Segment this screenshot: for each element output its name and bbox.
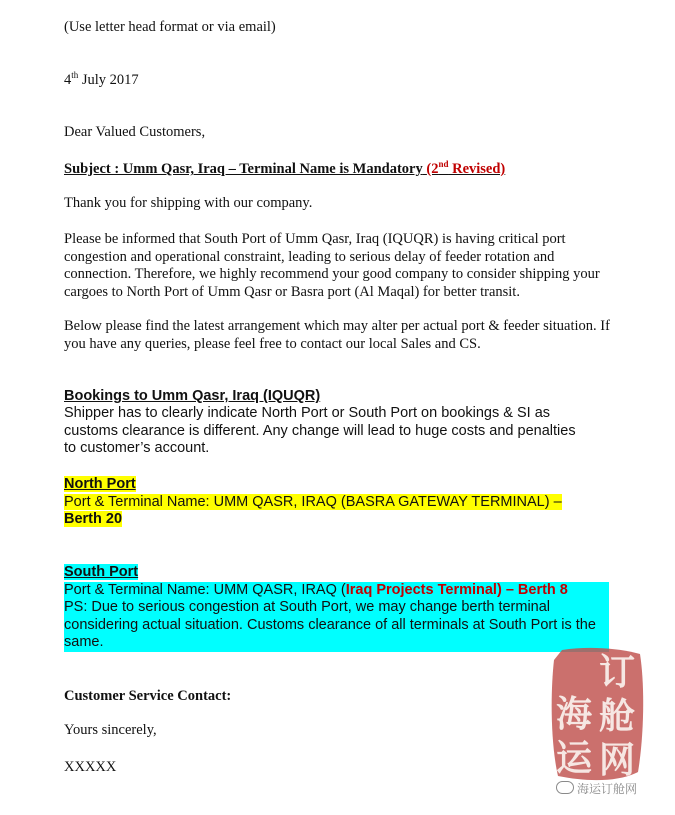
subject-revised: (2nd Revised) <box>426 159 506 177</box>
letterhead-note: (Use letter head format or via email) <box>64 19 276 35</box>
seal-char-2: 舱 <box>599 695 636 737</box>
date-day: 4 <box>64 72 72 88</box>
south-port-berth: Iraq Projects Terminal) – Berth 8 <box>345 581 568 598</box>
seal-char-5: 运 <box>556 737 593 779</box>
seal-char-3: 网 <box>599 739 636 781</box>
arrangement-paragraph: Below please find the latest arrangement which may alter per actual port & feeder situation. If you have any queries, please feel free to contact our local Sales and CS. <box>64 318 610 352</box>
north-port-berth: Berth 20 <box>64 511 123 527</box>
date-rest: July 2017 <box>78 72 139 88</box>
subject-main: Subject : Umm Qasr, Iraq – Terminal Name is Mandatory <box>64 161 423 177</box>
seal-char-1: 订 <box>599 651 636 693</box>
brand-text: 海运订舱网 <box>577 782 638 796</box>
north-port-terminal: Port & Terminal Name: UMM QASR, IRAQ (BASRA GATEWAY TERMINAL) – <box>64 493 562 510</box>
south-port-block <box>64 564 609 652</box>
thanks-line: Thank you for shipping with our company. <box>64 195 313 211</box>
inform-paragraph: Please be informed that South Port of Umm Qasr, Iraq (IQUQR) is having critical port congestion and operational constraint, leading to serious delay of feeder rotation and connection. Therefore, we highly recommend your good company to consider shipping your cargoes to North Port of Umm Qasr or Basra port (Al Maqal) for better transit. <box>64 231 600 300</box>
signature: XXXXX <box>64 759 117 775</box>
brand-watermark <box>556 780 637 797</box>
seal-char-4: 海 <box>556 693 593 735</box>
letter-date <box>64 72 615 90</box>
south-port-terminal: Port & Terminal Name: UMM QASR, IRAQ ( <box>64 581 346 598</box>
bookings-heading: Bookings to Umm Qasr, Iraq (IQUQR) <box>64 388 321 404</box>
wechat-icon <box>556 781 574 794</box>
bookings-text: Shipper has to clearly indicate North Port or South Port on bookings & SI as customs clearance is different. Any change will lead to huge costs and penalties to customer’s account. <box>64 405 576 456</box>
south-port-ps: PS: Due to serious congestion at South Port, we may change berth terminal considering actual situation. Customs clearance of all terminals at South Port is the same. <box>64 599 609 652</box>
north-port-block <box>64 476 615 529</box>
south-port-heading: South Port <box>64 564 139 580</box>
north-port-heading: North Port <box>64 476 136 492</box>
subject-line <box>64 161 615 179</box>
cs-contact-label: Customer Service Contact: <box>64 688 232 704</box>
closing: Yours sincerely, <box>64 722 157 738</box>
date-suffix: th <box>71 70 79 81</box>
salutation: Dear Valued Customers, <box>64 124 206 140</box>
